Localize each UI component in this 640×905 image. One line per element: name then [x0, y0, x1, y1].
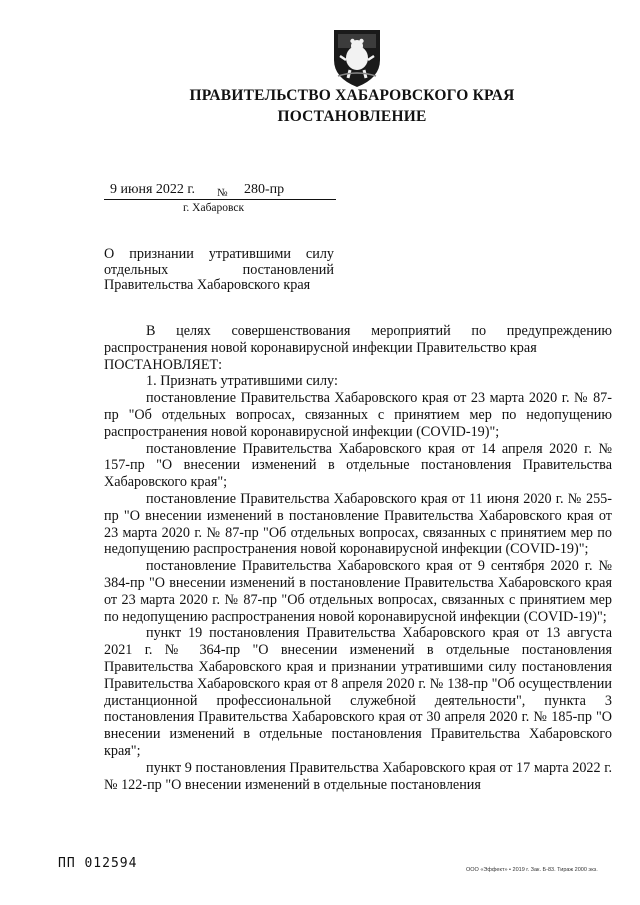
body-paragraph: постановление Правительства Хабаровского края от 23 марта 2020 г. № 87-пр "Об отдельных вопросах, связанных с принятием мер по недопущению распространения новой коронавирусной инфекции (COVID-19)"; [104, 390, 612, 440]
body-paragraph: 1. Признать утратившими силу: [146, 373, 338, 390]
printer-imprint: ООО «Эффект» • 2019 г. Зак. Б-83. Тираж 2000 экз. [466, 867, 598, 873]
coat-of-arms-icon [330, 26, 384, 90]
city-label: г. Хабаровск [183, 202, 245, 214]
subject-line: отдельных постановлений [104, 261, 334, 278]
number-sign: № [217, 187, 228, 199]
form-serial-number: ПП 012594 [58, 856, 138, 871]
document-body [104, 323, 612, 793]
government-title: ПРАВИТЕЛЬСТВО ХАБАРОВСКОГО КРАЯ [189, 87, 515, 104]
document-number: 280-пр [244, 182, 285, 197]
body-paragraph: ПОСТАНОВЛЯЕТ: [104, 356, 223, 373]
document-type-title: ПОСТАНОВЛЕНИЕ [277, 108, 427, 125]
subject-line: О признании утратившими силу [104, 246, 334, 262]
body-paragraph: пункт 9 постановления Правительства Хабаровского края от 17 марта 2022 г. № 122-пр "О внесении изменений в отдельные постановления [104, 759, 612, 793]
document-date: 9 июня 2022 г. [110, 182, 196, 197]
subject-line: Правительства Хабаровского края [104, 277, 311, 293]
body-paragraph: пункт 19 постановления Правительства Хабаровского края от 13 августа 2021 г. № 364-пр "О внесении изменений в отдельные постановления Правительства Хабаровского края и признании утратившими силу постановления Правительства Хабаровского края от 8 апреля 2020 г. № 138-пр "Об осуществлении дистанционной профессиональной служебной деятельности", пункта 3 постановления Правительства Хабаровского края от 30 апреля 2020 г. № 185-пр "О внесении изменений в отдельные постановления Правительства Хабаровского края"; [104, 625, 612, 759]
document-subject [104, 247, 334, 294]
body-paragraph: постановление Правительства Хабаровского края от 14 апреля 2020 г. № 157-пр "О внесении изменений в отдельные постановления Правительства Хабаровского края"; [104, 440, 612, 491]
body-paragraph: постановление Правительства Хабаровского края от 9 сентября 2020 г. № 384-пр "О внесении изменений в постановление Правительства Хабаровского края от 23 марта 2020 г. № 87-пр "Об отдельных вопросах, связанных с принятием мер по недопущению распространения новой коронавирусной инфекции (COVID-19)"; [104, 558, 612, 625]
body-paragraph: В целях совершенствования мероприятий по предупреждению распространения новой коронавирусной инфекции Правительство края [104, 323, 612, 356]
date-number-line [104, 182, 336, 200]
body-paragraph: постановление Правительства Хабаровского края от 11 июня 2020 г. № 255-пр "О внесении изменений в постановление Правительства Хабаровского края от 23 марта 2020 г. № 87-пр "Об отдельных вопросах, связанных с принятием мер по недопущению распространения новой коронавирусной инфекции (COVID-19)"; [104, 490, 612, 558]
